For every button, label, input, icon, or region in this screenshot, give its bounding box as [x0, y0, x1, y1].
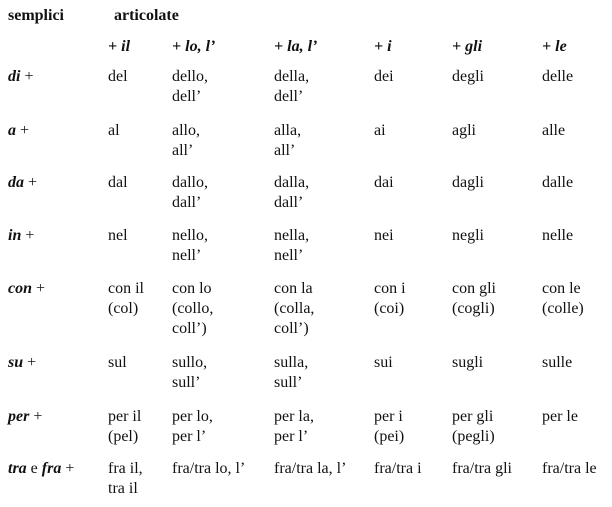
form-line: con lo — [172, 280, 212, 297]
form-line: sul — [108, 354, 127, 371]
form-cell — [452, 459, 512, 479]
form-line: degli — [452, 68, 484, 85]
form-line: all’ — [274, 142, 296, 159]
form-cell — [108, 353, 127, 373]
form-cell — [452, 353, 483, 373]
form-cell — [108, 67, 128, 87]
form-line: al — [108, 122, 120, 139]
form-line: fra/tra lo, l’ — [172, 460, 246, 477]
form-line: dallo, — [172, 174, 208, 191]
form-line: per il — [108, 408, 142, 425]
form-line: per la, — [274, 408, 314, 425]
preposition-part: + — [61, 460, 75, 477]
form-line: dall’ — [274, 194, 304, 211]
form-cell — [274, 173, 309, 213]
form-cell — [172, 459, 245, 479]
form-cell — [172, 173, 208, 213]
article-header: + il — [108, 38, 131, 55]
preposition-label — [8, 173, 37, 193]
form-line: (colla, — [274, 300, 315, 317]
preposition-part: di — [8, 68, 21, 85]
form-line: per gli — [452, 408, 494, 425]
preposition-part: da — [8, 174, 24, 191]
form-cell — [452, 279, 496, 319]
preposition-part: a — [8, 122, 16, 139]
form-cell — [274, 226, 309, 266]
article-header: + la, l’ — [274, 38, 318, 55]
form-cell — [452, 407, 495, 447]
form-line: con i — [374, 280, 406, 297]
preposition-part: su — [8, 354, 24, 371]
header-articolate: articolate — [114, 7, 179, 24]
preposition-part: tra — [8, 460, 27, 477]
form-cell — [374, 173, 394, 193]
form-line: alle — [542, 122, 566, 139]
form-cell — [108, 407, 141, 447]
form-cell — [542, 121, 565, 141]
form-line: coll’) — [274, 320, 309, 337]
form-line: per lo, — [172, 408, 213, 425]
form-line: dell’ — [274, 88, 304, 105]
form-line: nei — [374, 227, 394, 244]
form-line: dalle — [542, 174, 574, 191]
form-line: allo, — [172, 122, 200, 139]
form-line: fra il, — [108, 460, 143, 477]
form-line: dell’ — [172, 88, 202, 105]
form-line: nell’ — [274, 247, 304, 264]
form-line: nel — [108, 227, 128, 244]
form-line: coll’) — [172, 320, 207, 337]
form-line: (pegli) — [452, 428, 495, 445]
form-line: per le — [542, 408, 578, 425]
form-line: sull’ — [172, 374, 201, 391]
form-line: con le — [542, 280, 581, 297]
form-line: (cogli) — [452, 300, 495, 317]
form-cell — [542, 67, 573, 87]
form-line: dall’ — [172, 194, 202, 211]
form-line: (pel) — [108, 428, 139, 445]
form-cell — [274, 407, 314, 447]
preposition-label — [8, 121, 29, 141]
form-line: tra il — [108, 480, 138, 497]
form-cell — [172, 121, 200, 161]
preposition-label — [8, 407, 42, 427]
form-cell — [108, 173, 128, 193]
form-line: nell’ — [172, 247, 202, 264]
form-cell — [542, 173, 573, 193]
form-cell — [452, 226, 484, 246]
form-cell — [542, 226, 573, 246]
form-cell — [274, 121, 301, 161]
preposition-part: + — [16, 122, 30, 139]
form-line: dello, — [172, 68, 208, 85]
form-cell — [374, 67, 394, 87]
preposition-part: + — [29, 408, 43, 425]
form-cell — [374, 353, 393, 373]
form-line: per l’ — [172, 428, 207, 445]
preposition-label — [8, 459, 74, 479]
form-line: con la — [274, 280, 313, 297]
form-line: (colle) — [542, 300, 584, 317]
form-cell — [374, 121, 386, 141]
form-cell — [108, 459, 143, 499]
preposition-label — [8, 279, 45, 299]
form-line: nella, — [274, 227, 310, 244]
form-line: nelle — [542, 227, 574, 244]
preposition-part: e — [26, 460, 42, 477]
preposition-label — [8, 67, 33, 87]
form-line: fra/tra le — [542, 460, 597, 477]
form-line: agli — [452, 122, 476, 139]
form-line: con il — [108, 280, 144, 297]
form-cell — [374, 279, 406, 319]
form-cell — [172, 353, 207, 393]
preposition-part: + — [32, 280, 46, 297]
form-line: fra/tra gli — [452, 460, 512, 477]
form-line: negli — [452, 227, 484, 244]
form-line: (col) — [108, 300, 139, 317]
form-cell — [542, 459, 597, 479]
form-cell — [172, 407, 213, 447]
form-cell — [172, 67, 208, 107]
form-line: sull’ — [274, 374, 303, 391]
preposition-part: + — [20, 68, 34, 85]
form-line: sullo, — [172, 354, 208, 371]
form-cell — [108, 121, 120, 141]
form-line: alla, — [274, 122, 302, 139]
form-line: dagli — [452, 174, 484, 191]
article-header: + gli — [452, 38, 483, 55]
form-line: dei — [374, 68, 394, 85]
form-line: sulle — [542, 354, 573, 371]
form-line: fra/tra i — [374, 460, 422, 477]
form-line: delle — [542, 68, 574, 85]
form-line: (collo, — [172, 300, 214, 317]
preposition-label — [8, 353, 36, 373]
form-cell — [542, 407, 578, 427]
form-cell — [172, 226, 208, 266]
form-cell — [274, 459, 346, 479]
form-line: ai — [374, 122, 386, 139]
preposition-part: + — [24, 174, 38, 191]
form-cell — [274, 353, 308, 393]
form-cell — [108, 279, 144, 319]
preposition-part: + — [21, 227, 35, 244]
preposition-part: + — [23, 354, 37, 371]
form-cell — [374, 459, 422, 479]
form-cell — [108, 226, 128, 246]
form-line: (coi) — [374, 300, 405, 317]
form-cell — [274, 279, 314, 339]
preposition-part: con — [8, 280, 32, 297]
preposition-part: fra — [41, 460, 62, 477]
form-cell — [452, 67, 484, 87]
form-line: per l’ — [274, 428, 309, 445]
form-line: sulla, — [274, 354, 309, 371]
article-header: + le — [542, 38, 567, 55]
form-cell — [542, 279, 584, 319]
preposition-label — [8, 226, 34, 246]
article-header: + i — [374, 38, 392, 55]
form-cell — [452, 121, 476, 141]
form-cell — [172, 279, 213, 339]
form-line: sui — [374, 354, 393, 371]
form-line: dai — [374, 174, 394, 191]
form-line: dalla, — [274, 174, 310, 191]
form-line: con gli — [452, 280, 496, 297]
form-cell — [452, 173, 484, 193]
form-line: (pei) — [374, 428, 405, 445]
form-line: sugli — [452, 354, 484, 371]
article-header: + lo, l’ — [172, 38, 216, 55]
form-line: per i — [374, 408, 403, 425]
header-semplici: semplici — [8, 7, 64, 24]
form-line: fra/tra la, l’ — [274, 460, 347, 477]
form-line: del — [108, 68, 128, 85]
form-line: all’ — [172, 142, 194, 159]
form-cell — [274, 67, 309, 107]
preposition-part: per — [8, 408, 30, 425]
form-line: dal — [108, 174, 128, 191]
form-line: nello, — [172, 227, 208, 244]
form-cell — [542, 353, 572, 373]
preposition-part: in — [8, 227, 22, 244]
form-cell — [374, 226, 394, 246]
form-cell — [374, 407, 404, 447]
form-line: della, — [274, 68, 310, 85]
